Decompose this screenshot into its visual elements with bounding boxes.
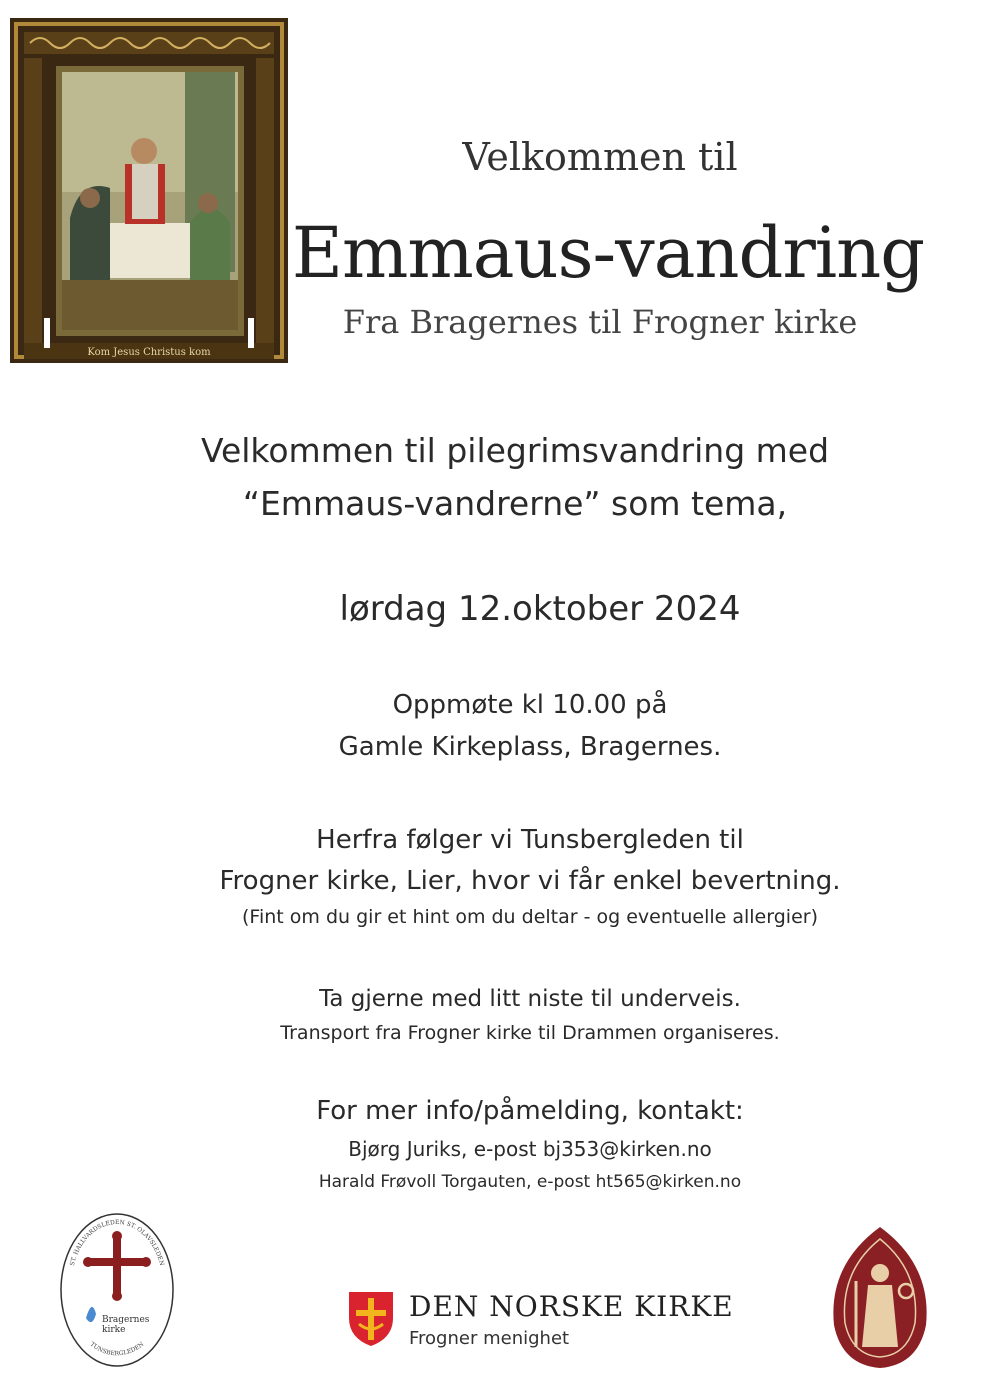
- altarpiece-image: [10, 18, 288, 363]
- pilgrim-route-logo: [58, 1210, 176, 1370]
- intro-line-2: “Emmaus-vandrerne” som tema,: [242, 484, 788, 523]
- route-note: (Fint om du gir et hint om du deltar - og eventuelle allergier): [242, 906, 818, 928]
- logo-left-name-1: Bragernes: [102, 1315, 150, 1325]
- bring-lunch-note: Ta gjerne med litt niste til underveis.: [319, 986, 741, 1012]
- parish-name: Frogner menighet: [409, 1328, 570, 1349]
- transport-note: Transport fra Frogner kirke til Drammen organiseres.: [280, 1022, 780, 1044]
- route-line-2: Frogner kirke, Lier, hvor vi får enkel bevertning.: [219, 866, 841, 896]
- contact-person-1: Bjørg Juriks, e-post bj353@kirken.no: [348, 1137, 712, 1161]
- page-title: Emmaus-vandring: [291, 212, 925, 294]
- meeting-place: Gamle Kirkeplass, Bragernes.: [338, 732, 722, 762]
- logo-left-bottom-text: TUNSBERGLEDEN: [88, 1340, 146, 1358]
- church-shield-icon: [347, 1290, 395, 1348]
- contact-person-2: Harald Frøvoll Torgauten, e-post ht565@kirken.no: [318, 1172, 742, 1192]
- intro-line-1: Velkommen til pilegrimsvandring med: [200, 431, 830, 470]
- route-subtitle: Fra Bragernes til Frogner kirke: [342, 303, 858, 341]
- logo-left-top-text: ST. HALLVARDSLEDEN ST. OLAVSLEDEN: [68, 1218, 166, 1267]
- contact-heading: For mer info/påmelding, kontakt:: [316, 1096, 744, 1126]
- logo-left-name-2: kirke: [102, 1325, 126, 1335]
- meeting-time: Oppmøte kl 10.00 på: [392, 690, 668, 720]
- welcome-heading: Velkommen til: [462, 135, 738, 179]
- altarpiece-inscription: Kom Jesus Christus kom: [87, 347, 211, 358]
- church-name: DEN NORSKE KIRKE: [409, 1290, 734, 1323]
- saint-seal-icon: [826, 1225, 934, 1370]
- route-line-1: Herfra følger vi Tunsbergleden til: [316, 825, 744, 855]
- church-logo: [347, 1290, 734, 1354]
- event-date: lørdag 12.oktober 2024: [339, 589, 741, 629]
